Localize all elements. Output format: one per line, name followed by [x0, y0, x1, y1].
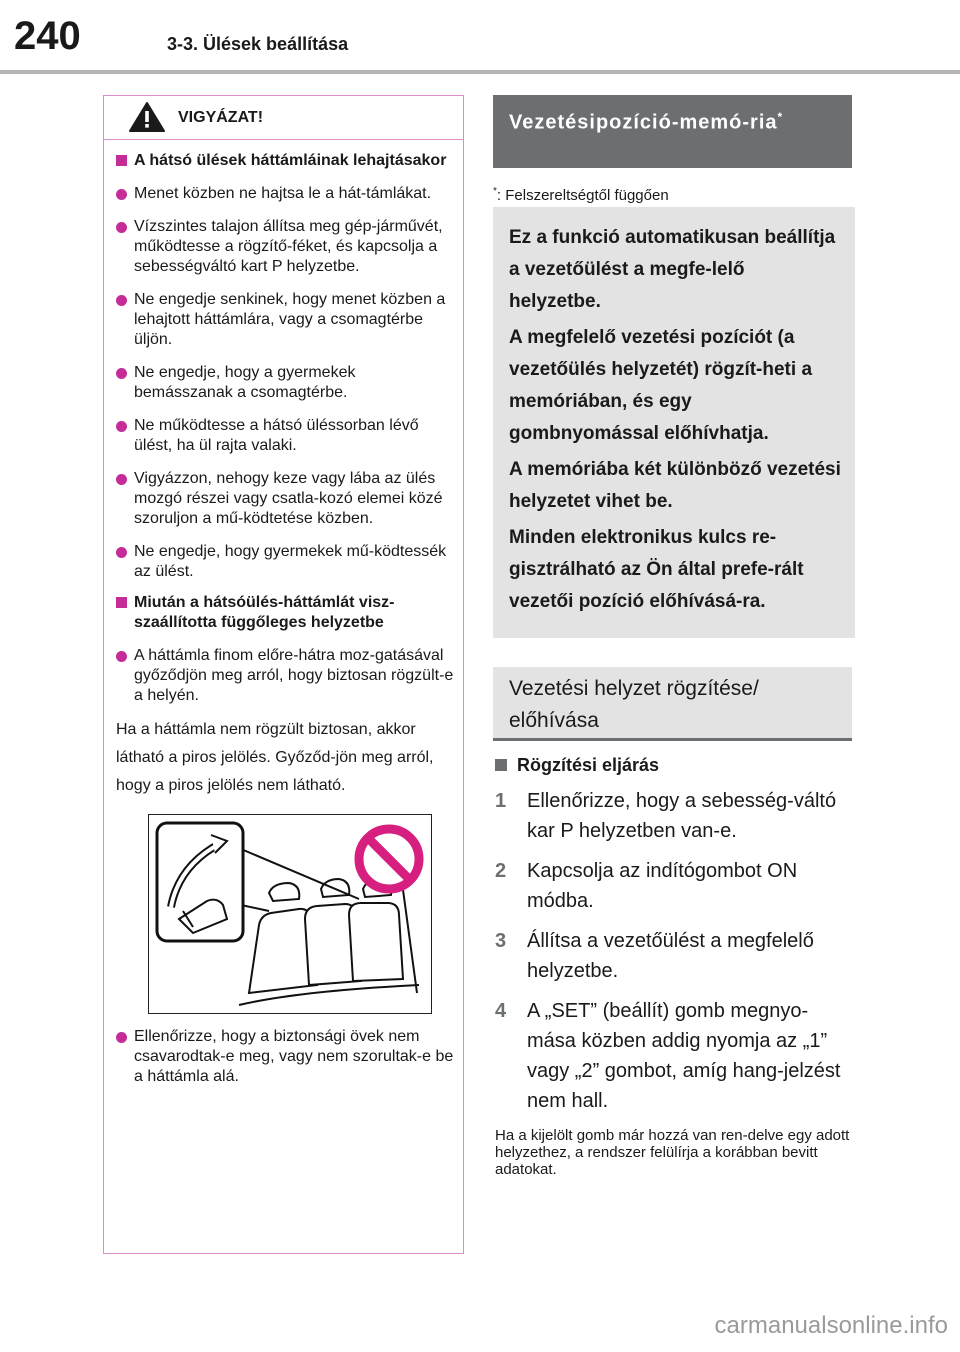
warning-title: VIGYÁZAT! [178, 109, 264, 126]
intro-paragraph: Ez a funkció automatikusan beállítja a vezetőülést a megfe-lelő helyzetbe. [509, 227, 836, 312]
warning-item: A háttámla finom előre-hátra moz-gatásával győződjön meg arról, hogy biztosan rögzült-e a helyén. [116, 646, 454, 706]
memory-title-star: * [777, 110, 784, 124]
warning-heading: Miután a hátsóülés-háttámlát visz-szaállította függőleges helyzetbe [116, 593, 454, 633]
rear-seat-drawing [149, 815, 432, 1014]
step-number: 1 [495, 790, 507, 812]
step-3 [495, 926, 857, 986]
footnote [493, 186, 669, 204]
footnote-star: * [493, 186, 497, 197]
step-text: Ellenőrizze, hogy a sebesség-váltó kar P helyzetben van-e. [527, 790, 837, 842]
warning-heading: A hátsó ülések háttámláinak lehajtásakor [116, 151, 454, 171]
watermark: carmanualsonline.info [714, 1312, 948, 1339]
warning-item: Ne engedje senkinek, hogy menet közben a lehajtott háttámlára, vagy a csomagtérbe üljön. [116, 290, 454, 350]
footnote-text: : Felszereltségtől függően [496, 187, 669, 204]
intro-paragraph: A megfelelő vezetési pozíciót (a vezetőülés helyzetét) rögzít-heti a memóriában, és egy gombnyomással előhívhatja. [509, 327, 813, 444]
warning-triangle-icon [128, 101, 166, 133]
warning-item: Menet közben ne hajtsa le a hát-támlákat. [116, 184, 454, 204]
memory-section-header [493, 95, 852, 168]
memory-intro-box [493, 207, 855, 638]
step-1 [495, 786, 857, 846]
warning-paragraph: Ha a háttámla nem rögzült biztosan, akkor látható a piros jelölés. Győződ-jön meg arról, hogy a piros jelölés nem látható. [116, 721, 434, 794]
step-text: Állítsa a vezetőülést a megfelelő helyzetbe. [527, 930, 814, 982]
step-number: 4 [495, 1000, 507, 1022]
step-4 [495, 996, 857, 1116]
memory-title: Vezetésipozíció-memó-ria [509, 111, 778, 134]
overwrite-note: Ha a kijelölt gomb már hozzá van ren-delve egy adott helyzethez, a rendszer felülírja a korábban bevitt adatokat. [495, 1127, 850, 1178]
rear-seat-illustration [148, 814, 432, 1014]
step-number: 3 [495, 930, 507, 952]
warning-item: Vigyázzon, nehogy keze vagy lába az ülés mozgó részei vagy csatla-kozó elemei közé szoruljon a mű-ködtetése közben. [116, 469, 454, 529]
step-text: A „SET” (beállít) gomb megnyo-mása közben addig nyomja az „1” vagy „2” gombot, amíg hang-jelzést nem hall. [527, 1000, 841, 1112]
page-number: 240 [14, 14, 81, 58]
header-rule [0, 70, 960, 74]
storing-section-header: Vezetési helyzet rögzítése/ előhívása [493, 667, 852, 741]
intro-paragraph: A memóriába két különböző vezetési helyzetet vihet be. [509, 459, 841, 512]
intro-paragraph: Minden elektronikus kulcs re-gisztrálható az Ön által prefe-rált vezetői pozíció előhívásá-ra. [509, 527, 804, 612]
step-number: 2 [495, 860, 507, 882]
warning-box [103, 95, 464, 1254]
warning-item: Ne engedje, hogy a gyermekek bemásszanak a csomagtérbe. [116, 363, 454, 403]
warning-item: Vízszintes talajon állítsa meg gép-járművét, működtesse a rögzítő-féket, és kapcsolja a sebességváltó kart P helyzetbe. [116, 217, 454, 277]
step-2 [495, 856, 857, 916]
section-title: 3-3. Ülések beállítása [167, 34, 349, 54]
warning-header [104, 96, 463, 140]
step-text: Kapcsolja az indítógombot ON módba. [527, 860, 798, 912]
warning-item: Ne működtesse a hátsó üléssorban lévő ülést, ha ül rajta valaki. [116, 416, 454, 456]
procedure-subhead: Rögzítési eljárás [495, 755, 659, 776]
warning-item: Ne engedje, hogy gyermekek mű-ködtessék az ülést. [116, 542, 454, 582]
warning-body [116, 140, 454, 1087]
warning-item: Ellenőrizze, hogy a biztonsági övek nem csavarodtak-e meg, vagy nem szorultak-e be a háttámla alá. [116, 1027, 454, 1087]
